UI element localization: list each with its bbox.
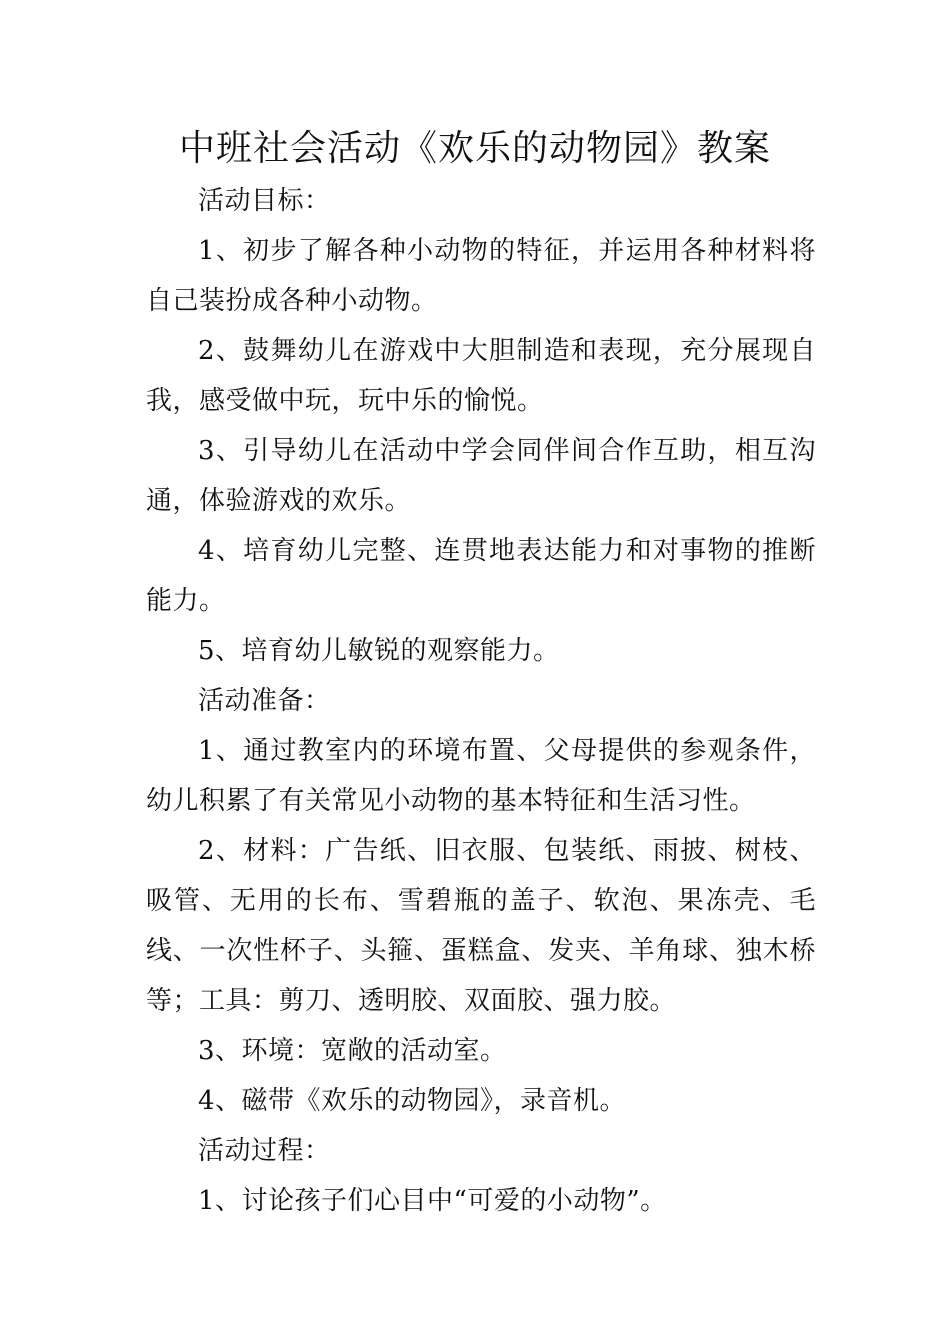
paragraph: 4、磁带《欢乐的动物园》，录音机。 bbox=[198, 1086, 627, 1116]
paragraph: 1、通过教室内的环境布置、父母提供的参观条件，幼儿积累了有关常见小动物的基本特征和生活习性。 bbox=[146, 736, 816, 816]
section-heading-preparation: 活动准备： bbox=[198, 686, 331, 716]
paragraph: 3、引导幼儿在活动中学会同伴间合作互助，相互沟通，体验游戏的欢乐。 bbox=[146, 436, 816, 516]
document-title: 中班社会活动《欢乐的动物园》教案 bbox=[178, 128, 771, 169]
paragraph: 2、材料：广告纸、旧衣服、包装纸、雨披、树枝、吸管、无用的长布、雪碧瓶的盖子、软泡、果冻壳、毛线、一次性杯子、头箍、蛋糕盒、发夹、羊角球、独木桥等；工具：剪刀、透明胶、双面胶、强力胶。 bbox=[146, 836, 816, 1016]
paragraph: 5、培育幼儿敏锐的观察能力。 bbox=[198, 636, 560, 666]
section-heading-goals: 活动目标： bbox=[198, 186, 331, 216]
section-heading-process: 活动过程： bbox=[198, 1136, 331, 1166]
paragraph: 1、讨论孩子们心目中“可爱的小动物”。 bbox=[198, 1186, 667, 1216]
paragraph: 2、鼓舞幼儿在游戏中大胆制造和表现，充分展现自我，感受做中玩，玩中乐的愉悦。 bbox=[146, 336, 816, 416]
document-body bbox=[146, 176, 816, 1226]
paragraph: 1、初步了解各种小动物的特征，并运用各种材料将自己装扮成各种小动物。 bbox=[146, 236, 816, 316]
paragraph: 4、培育幼儿完整、连贯地表达能力和对事物的推断能力。 bbox=[146, 536, 816, 616]
paragraph: 3、环境：宽敞的活动室。 bbox=[198, 1036, 507, 1066]
